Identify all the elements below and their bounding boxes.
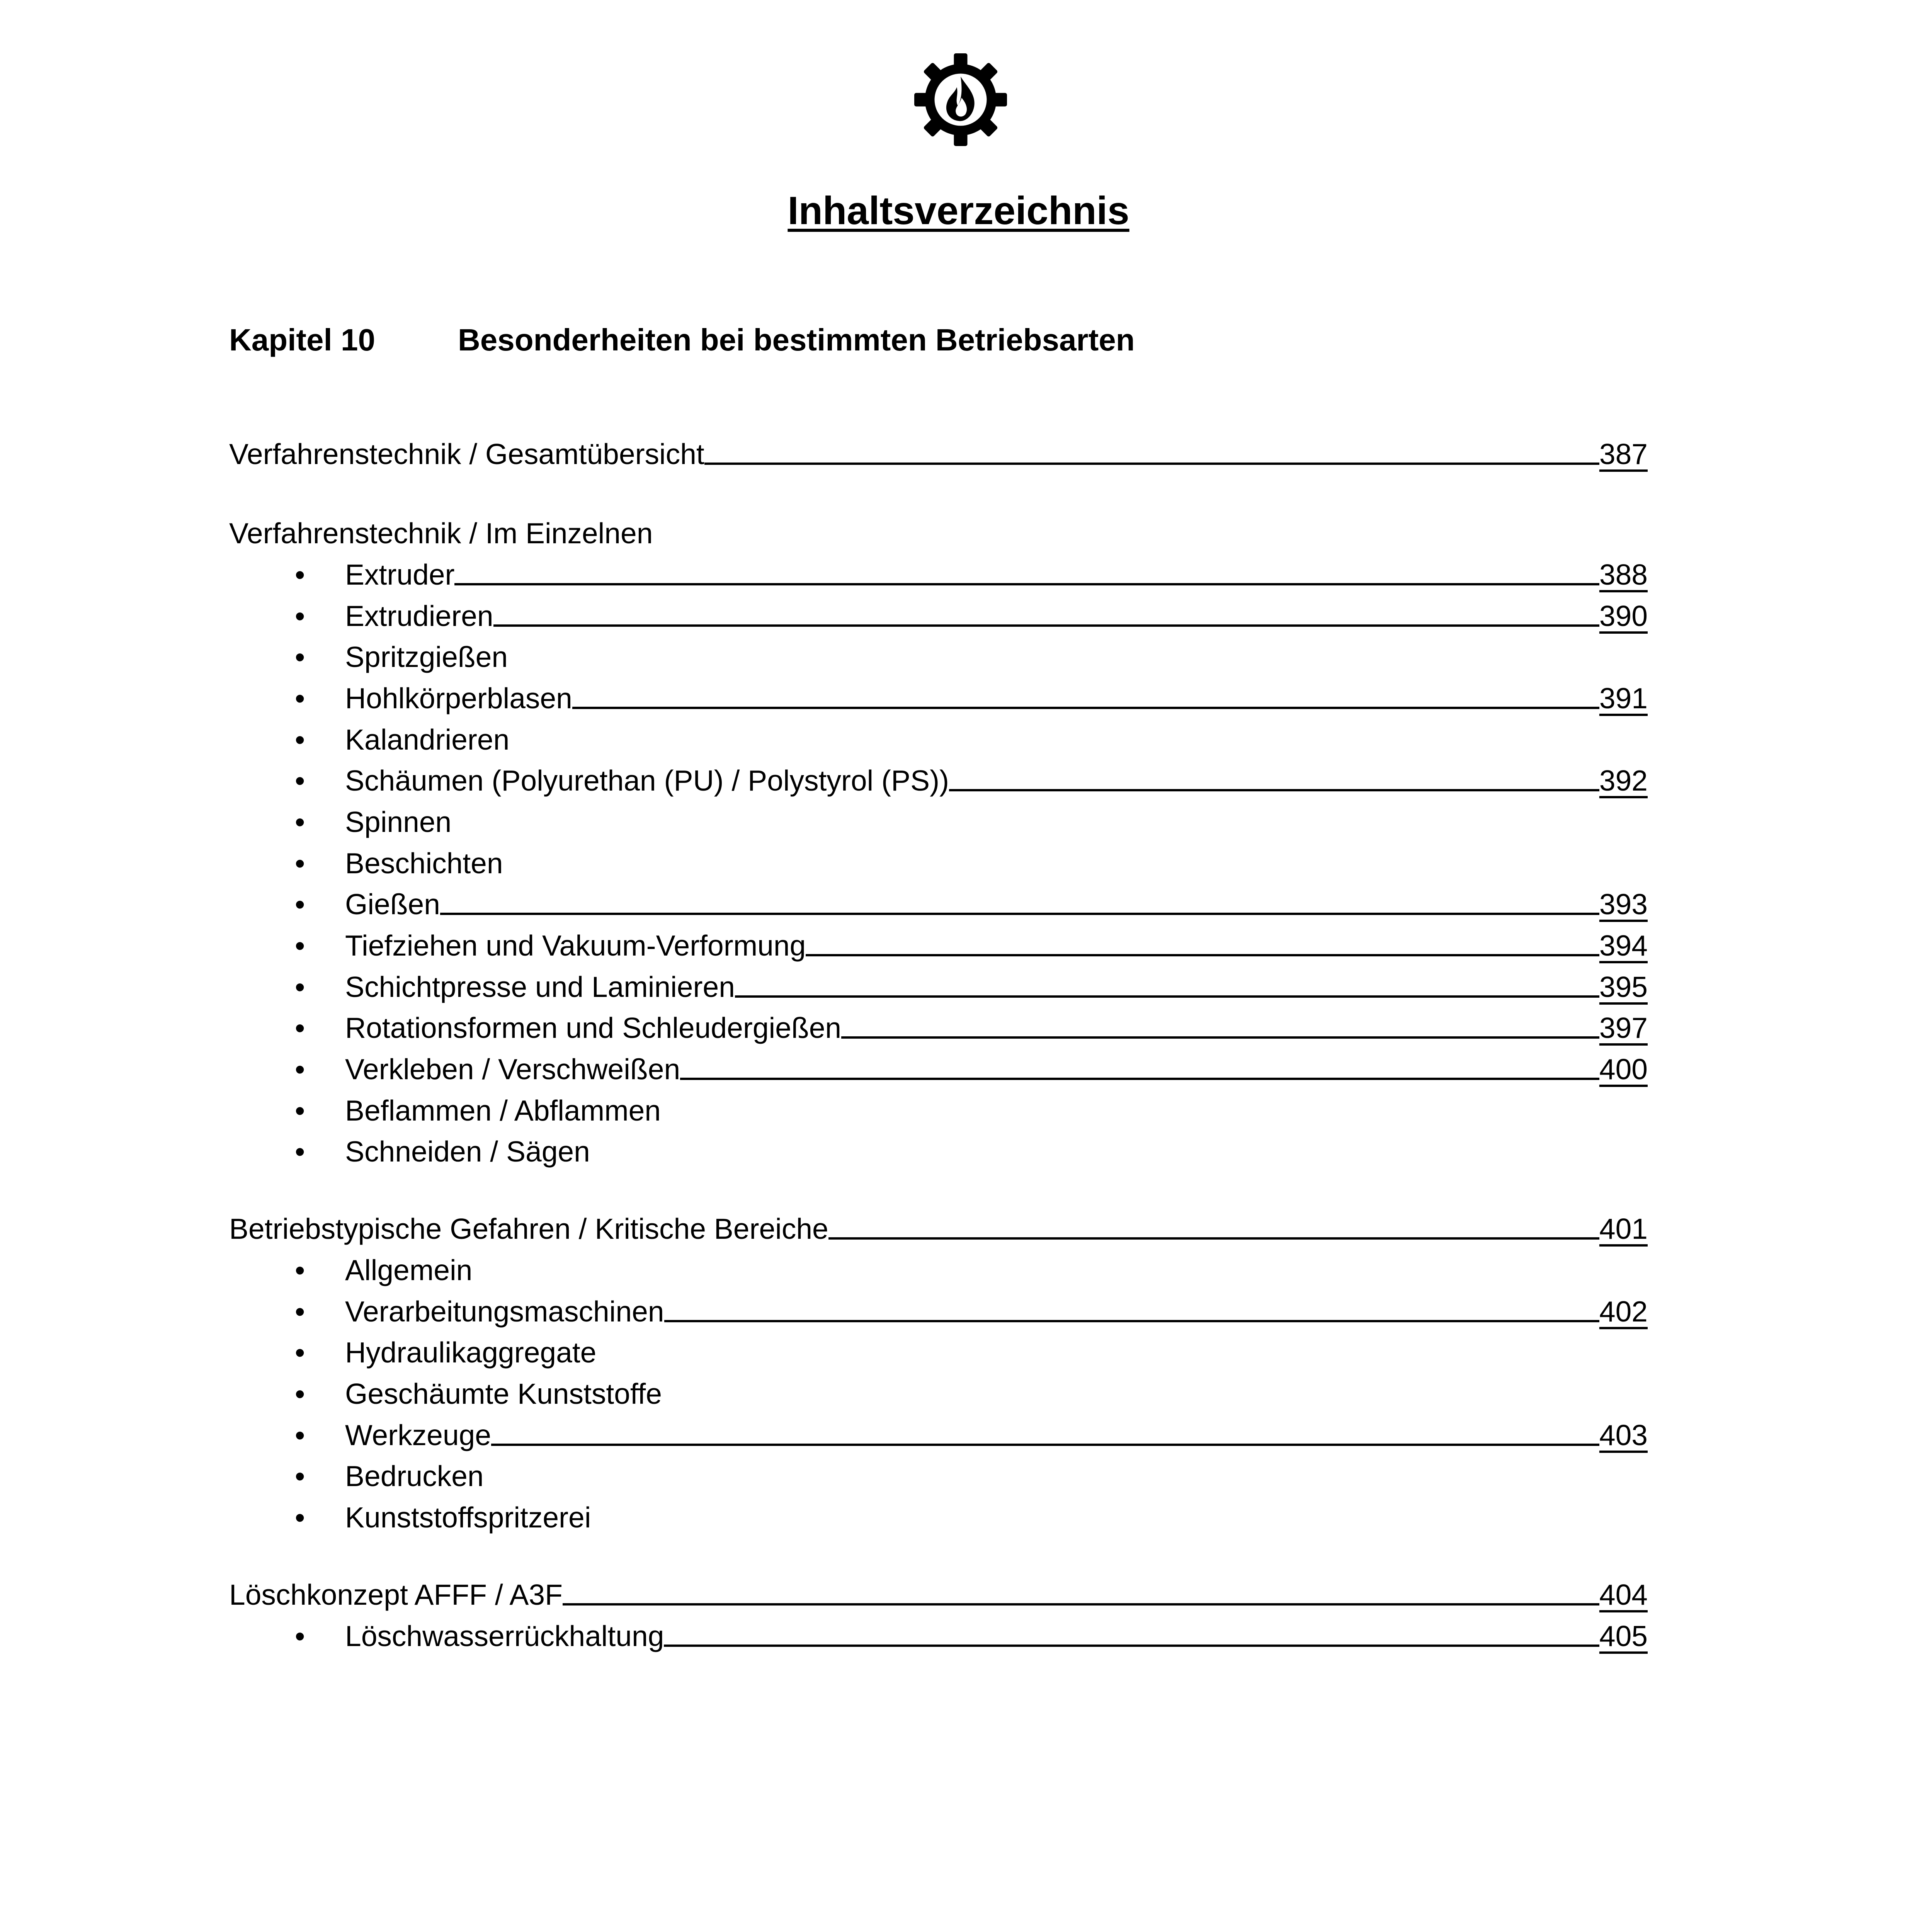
toc-entry-label: Verfahrenstechnik / Gesamtübersicht [229,438,704,470]
toc-entry-label: Werkzeuge [345,1419,491,1451]
toc-entry-label: Gießen [345,888,440,920]
bullet-icon: • [295,1501,305,1534]
bullet-icon: • [295,806,305,838]
bullet-icon: • [295,971,305,1003]
bullet-icon: • [295,888,305,920]
toc-entry[interactable] [229,679,1648,718]
leader-line [828,1237,1599,1240]
bullet-icon: • [295,558,305,591]
toc-entry[interactable] [229,761,1648,800]
toc-entry[interactable] [229,597,1648,635]
bullet-icon: • [295,1135,305,1168]
toc-page-number: 393 [1599,888,1648,920]
toc-entry[interactable] [229,1009,1648,1047]
bullet-icon: • [295,723,305,756]
chapter-title: Besonderheiten bei bestimmten Betriebsarten [458,323,1135,357]
toc-entry-label: Extruder [345,558,455,591]
leader-line [841,1036,1599,1039]
leader-line [664,1320,1599,1322]
toc-page-number: 391 [1599,682,1648,714]
leader-line [735,995,1599,998]
bullet-icon: • [295,764,305,797]
toc-page-number: 402 [1599,1295,1648,1328]
leader-line [440,913,1599,915]
bullet-icon: • [295,641,305,673]
toc-page-number: 388 [1599,558,1648,591]
page-title: Inhaltsverzeichnis [788,189,1129,233]
toc-entry[interactable] [229,926,1648,965]
toc-page-number: 392 [1599,764,1648,797]
toc-entry[interactable] [229,555,1648,594]
toc-entry [229,1498,1648,1537]
bullet-icon: • [295,1094,305,1127]
bullet-icon: • [295,1460,305,1492]
gear-flame-icon [912,51,1009,148]
leader-line [664,1645,1599,1647]
toc-entry [229,844,1648,883]
toc-entry[interactable] [229,1209,1648,1248]
chapter-number: Kapitel 10 [229,323,375,357]
leader-line [704,463,1599,465]
toc-entry-label: Schneiden / Sägen [345,1135,590,1168]
bullet-icon: • [295,1419,305,1451]
toc-entry [229,1251,1648,1289]
bullet-icon: • [295,682,305,714]
toc-page-number: 401 [1599,1213,1648,1245]
toc-entry-label: Rotationsformen und Schleudergießen [345,1012,842,1044]
toc-page-number: 403 [1599,1419,1648,1451]
toc-entry [229,638,1648,676]
bullet-icon: • [295,929,305,962]
toc-page-number: 395 [1599,971,1648,1003]
bullet-icon: • [295,600,305,632]
toc-page-number: 400 [1599,1053,1648,1085]
toc-entry[interactable] [229,1292,1648,1331]
toc-entry[interactable] [229,435,1648,473]
toc-entry-label: Kalandrieren [345,723,510,756]
bullet-icon: • [295,1378,305,1410]
toc-page-number: 397 [1599,1012,1648,1044]
bullet-icon: • [295,1012,305,1044]
toc-entry [229,1132,1648,1171]
toc-entry [229,1333,1648,1372]
toc-entry[interactable] [229,968,1648,1006]
leader-line [949,789,1599,791]
toc-entry-label: Betriebstypische Gefahren / Kritische Bereiche [229,1213,828,1245]
toc-page-number: 390 [1599,600,1648,632]
leader-line [806,954,1599,956]
toc-entry-label: Extrudieren [345,600,493,632]
toc-entry-label: Schäumen (Polyurethan (PU) / Polystyrol (PS)) [345,764,949,797]
toc-entry [229,1457,1648,1495]
leader-line [454,583,1599,585]
toc-entry-label: Verfahrenstechnik / Im Einzelnen [229,517,653,549]
bullet-icon: • [295,1254,305,1286]
toc-entry [229,720,1648,759]
toc-entry-label: Allgemein [345,1254,473,1286]
toc-entry-label: Spinnen [345,806,452,838]
bullet-icon: • [295,1053,305,1085]
leader-line [493,624,1599,627]
toc-entry-label: Tiefziehen und Vakuum-Verformung [345,929,806,962]
toc-entry-label: Hohlkörperblasen [345,682,572,714]
bullet-icon: • [295,1295,305,1328]
leader-line [563,1603,1599,1605]
toc-entry[interactable] [229,1416,1648,1454]
toc-entry[interactable] [229,1575,1648,1614]
toc-entry-label: Schichtpresse und Laminieren [345,971,735,1003]
toc-entry[interactable] [229,1050,1648,1088]
toc-entry[interactable] [229,885,1648,923]
toc-entry [229,514,1648,553]
toc-entry-label: Verkleben / Verschweißen [345,1053,680,1085]
toc-entry [229,803,1648,841]
bullet-icon: • [295,1336,305,1369]
toc-entry [229,1091,1648,1130]
toc-entry-label: Kunststoffspritzerei [345,1501,591,1534]
toc-page-number: 404 [1599,1578,1648,1611]
leader-line [680,1078,1599,1080]
leader-line [572,707,1599,709]
toc-page-number: 405 [1599,1620,1648,1652]
toc-entry-label: Bedrucken [345,1460,484,1492]
toc-entry-label: Geschäumte Kunststoffe [345,1378,662,1410]
leader-line [491,1444,1599,1446]
toc-entry-label: Löschkonzept AFFF / A3F [229,1578,563,1611]
bullet-icon: • [295,1620,305,1652]
toc-entry [229,1374,1648,1413]
toc-entry-label: Beschichten [345,847,503,879]
toc-entry-label: Löschwasserrückhaltung [345,1620,664,1652]
toc-entry-label: Verarbeitungsmaschinen [345,1295,664,1328]
bullet-icon: • [295,847,305,879]
toc-page-number: 394 [1599,929,1648,962]
toc-entry-label: Spritzgießen [345,641,508,673]
toc-entry-label: Hydraulikaggregate [345,1336,597,1369]
toc-entry[interactable] [229,1617,1648,1655]
toc-entry-label: Beflammen / Abflammen [345,1094,661,1127]
toc-page-number: 387 [1599,438,1648,470]
